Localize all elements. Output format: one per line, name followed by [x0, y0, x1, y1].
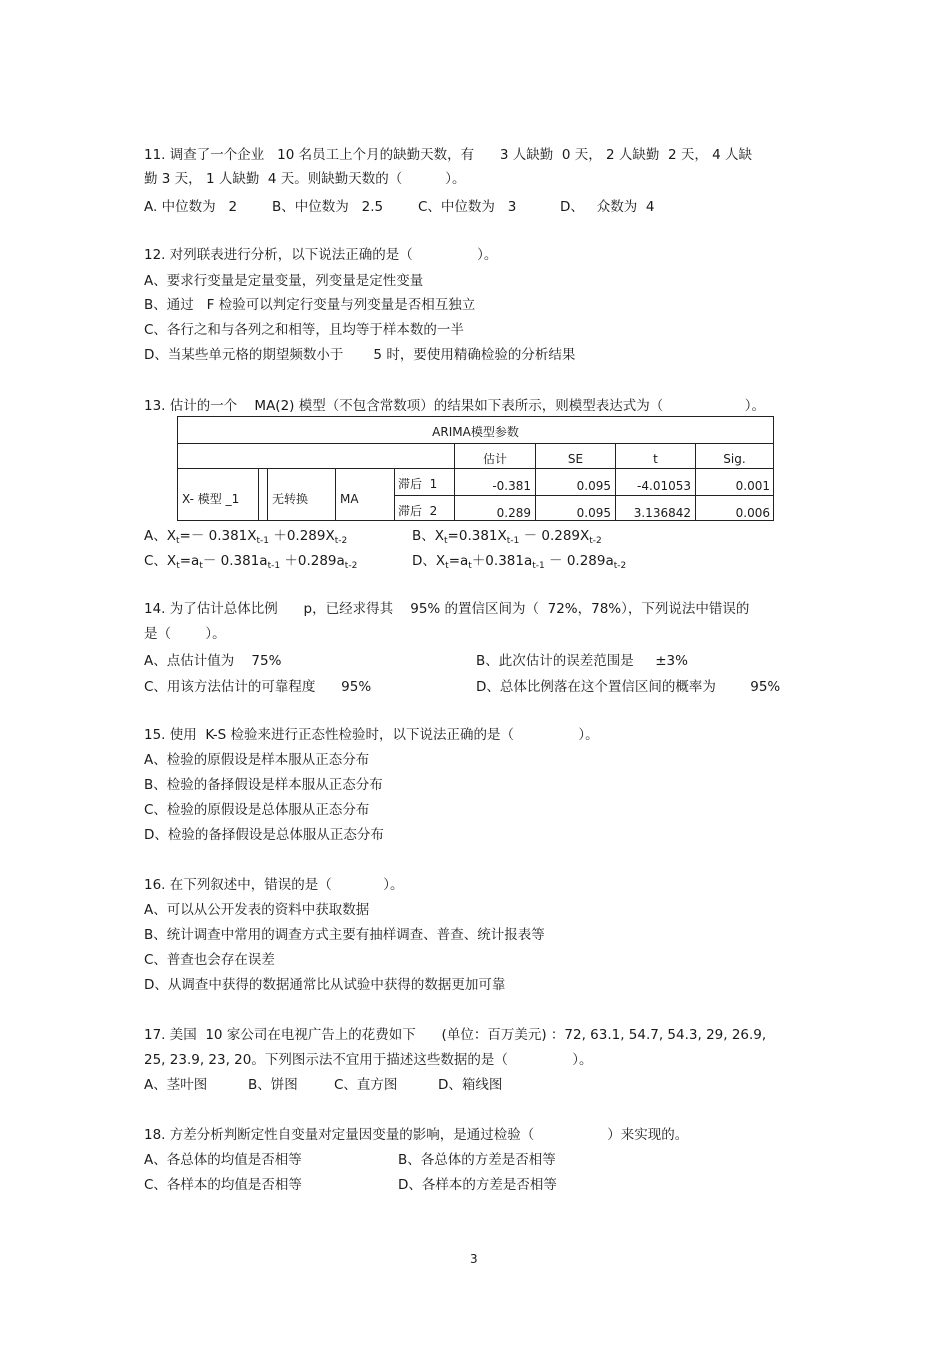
q17-stem-line1: 17. 美国 10 家公司在电视广告上的花费如下 (单位：百万美元) ：72, 63.1, 54.7, 54.3, 29, 26.9, [144, 1027, 767, 1043]
q11-stem-line1: 11. 调查了一个企业 10 名员工上个月的缺勤天数，有 3 人缺勤 0 天， 2 人缺勤 2 天， 4 人缺 [144, 147, 752, 163]
lag2-se: 0.095 [576, 506, 611, 520]
q18-option-d: D、各样本的方差是否相等 [398, 1177, 557, 1193]
q17-option-a: A、茎叶图 [144, 1077, 208, 1093]
q13-option-b: B、$X_t=0.381X_{t-1} - 0.289X_{t-2}$ [412, 528, 602, 546]
q11-option-d: D、 众数为 4 [560, 199, 655, 215]
q12-option-c: C、各行之和与各列之和相等，且均等于样本数的一半 [144, 322, 464, 338]
q15-option-d: D、检验的备择假设是总体服从正态分布 [144, 827, 384, 843]
q11-option-c: C、中位数为 3 [418, 199, 517, 215]
q14-option-d: D、总体比例落在这个置信区间的概率为 95% [476, 679, 781, 695]
q12-stem: 12. 对列联表进行分析，以下说法正确的是（ ）。 [144, 247, 498, 263]
lag1-estimate: -0.381 [492, 479, 531, 493]
q16-option-a: A、可以从公开发表的资料中获取数据 [144, 902, 370, 918]
q11-stem-line2: 勤 3 天， 1 人缺勤 4 天。则缺勤天数的（ ）。 [144, 171, 466, 187]
q12-option-a: A、要求行变量是定量变量，列变量是定性变量 [144, 273, 424, 289]
q14-option-b: B、此次估计的误差范围是 ±3% [476, 653, 688, 669]
q12-option-b: B、通过 F 检验可以判定行变量与列变量是否相互独立 [144, 297, 476, 313]
header-t: t [653, 452, 658, 466]
q11-option-a: A. 中位数为 2 [144, 199, 238, 215]
q16-stem: 16. 在下列叙述中，错误的是（ ）。 [144, 877, 404, 893]
q16-option-b: B、统计调查中常用的调查方式主要有抽样调查、普查、统计报表等 [144, 927, 545, 943]
model-label: X- 模型 _1 [182, 492, 240, 506]
q16-option-d: D、从调查中获得的数据通常比从试验中获得的数据更加可靠 [144, 977, 506, 993]
q15-stem: 15. 使用 K-S 检验来进行正态性检验时，以下说法正确的是（ ）。 [144, 727, 599, 743]
q14-stem-line2: 是（ ）。 [144, 626, 226, 642]
q15-option-b: B、检验的备择假设是样本服从正态分布 [144, 777, 383, 793]
q17-option-c: C、直方图 [334, 1077, 398, 1093]
q16-option-c: C、普查也会存在误差 [144, 952, 275, 968]
header-se: SE [567, 452, 584, 466]
q11-option-b: B、中位数为 2.5 [272, 199, 384, 215]
lag1-t: -4.01053 [637, 479, 691, 493]
lag1-se: 0.095 [576, 479, 611, 493]
lag1-sig: 0.001 [735, 479, 770, 493]
q13-stem: 13. 估计的一个 MA(2) 模型（不包含常数项）的结果如下表所示，则模型表达式为（ ）。 [144, 398, 766, 414]
q14-option-c: C、用该方法估计的可靠程度 95% [144, 679, 372, 695]
lag2-label: 滞后 2 [398, 504, 438, 518]
q14-option-a: A、点估计值为 75% [144, 653, 282, 669]
q17-stem-line2: 25, 23.9, 23, 20。下列图示法不宜用于描述这些数据的是（ ）。 [144, 1052, 593, 1068]
q18-option-c: C、各样本的均值是否相等 [144, 1177, 302, 1193]
q18-option-a: A、各总体的均值是否相等 [144, 1152, 302, 1168]
table-title: ARIMA模型参数 [432, 425, 519, 439]
q13-option-a: A、$X_t=- 0.381X_{t-1} +0.289X_{t-2}$ [144, 528, 348, 546]
arima-parameter-table [177, 416, 774, 521]
q18-option-b: B、各总体的方差是否相等 [398, 1152, 556, 1168]
transform-label: 无转换 [272, 492, 309, 506]
q13-option-c: C、$X_t=a_t- 0.381a_{t-1} +0.289a_{t-2}$ [144, 553, 358, 571]
lag2-t: 3.136842 [633, 506, 691, 520]
q15-option-a: A、检验的原假设是样本服从正态分布 [144, 752, 370, 768]
lag2-estimate: 0.289 [496, 506, 531, 520]
ma-label: MA [340, 492, 359, 506]
q17-option-b: B、饼图 [248, 1077, 298, 1093]
page-number: 3 [470, 1252, 478, 1266]
q18-stem: 18. 方差分析判断定性自变量对定量因变量的影响，是通过检验（ ）来实现的。 [144, 1127, 689, 1143]
q14-stem-line1: 14. 为了估计总体比例 p，已经求得其 95% 的置信区间为（ 72%，78%），下列说法中错误的 [144, 601, 750, 617]
header-estimate: 估计 [482, 452, 507, 466]
q17-option-d: D、箱线图 [438, 1077, 503, 1093]
q12-option-d: D、当某些单元格的期望频数小于 5 时，要使用精确检验的分析结果 [144, 347, 576, 363]
q15-option-c: C、检验的原假设是总体服从正态分布 [144, 802, 370, 818]
header-sig: Sig. [723, 452, 746, 466]
q13-option-d: D、$X_t=a_t+0.381a_{t-1} - 0.289a_{t-2}$ [412, 553, 627, 571]
lag1-label: 滞后 1 [398, 477, 438, 491]
lag2-sig: 0.006 [735, 506, 770, 520]
